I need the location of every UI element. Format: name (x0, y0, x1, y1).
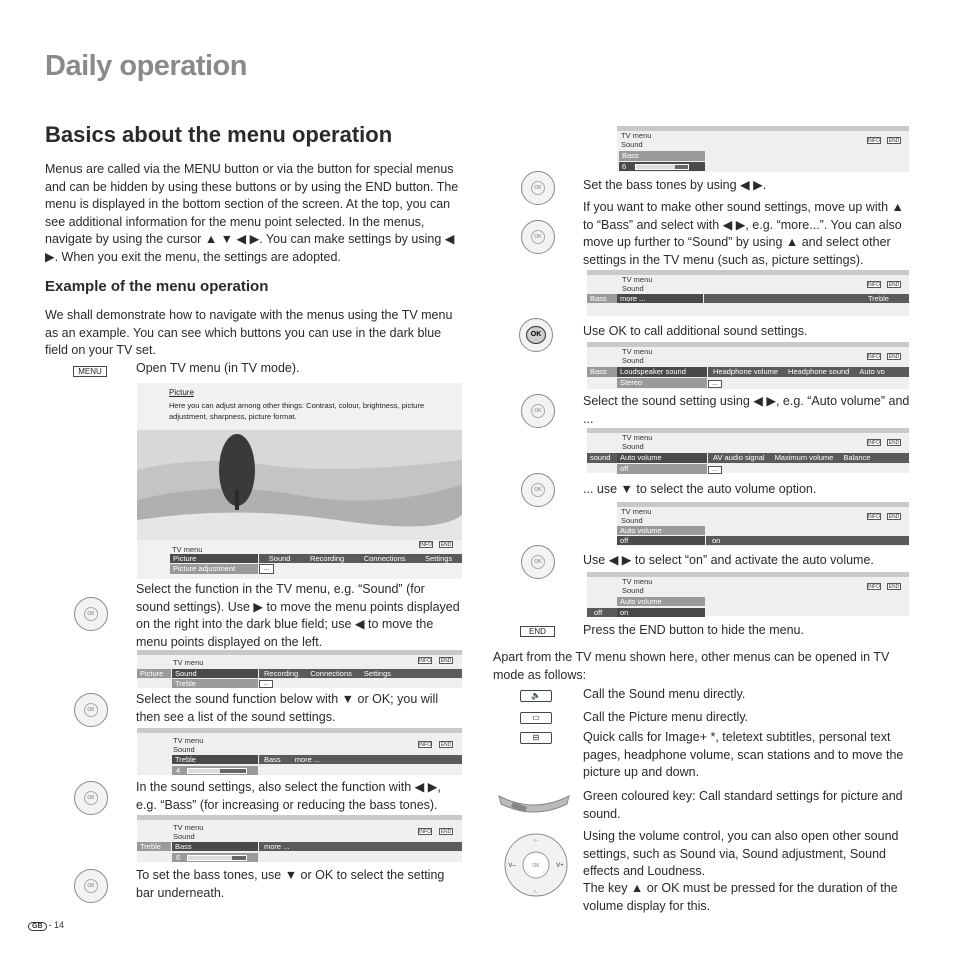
osd-item: Headphone volume (713, 367, 779, 376)
osd-left-item: Picture (137, 669, 171, 678)
osd-item: Bass (264, 755, 281, 764)
step-use-ok: Use OK to call additional sound settings. (583, 324, 808, 338)
step-open-menu: Open TV menu (in TV mode). (136, 361, 300, 375)
osd-selected: off (617, 536, 705, 545)
step-use-down: ... use ▼ to select the auto volume option. (583, 482, 817, 496)
svg-text:OK: OK (532, 863, 540, 869)
end-key: END (520, 626, 555, 637)
osd-menu-items (259, 755, 462, 764)
osd-left-item: Bass (587, 294, 617, 303)
osd-menu-items (259, 669, 462, 678)
osd-item: Sound (268, 554, 291, 563)
osd-menu-items (259, 842, 462, 851)
osd-more: ... (259, 680, 273, 688)
step-bass-tones: To set the bass tones, use ▼ or OK to select the setting bar underneath. (136, 868, 445, 900)
osd-selected: Sound (172, 669, 258, 678)
ok-pad-5: OK (521, 171, 555, 205)
osd-sound: Sound (622, 356, 644, 365)
osd-sub-item: Stereo (617, 378, 707, 388)
other-menus-text: Apart from the TV menu shown here, other menus can be opened in TV mode as follows: (493, 650, 890, 682)
osd-sub-item: Auto volume (617, 526, 705, 535)
osd-menu-items (259, 554, 462, 563)
end-badge: END (440, 829, 452, 835)
osd-value: 6 (176, 853, 181, 862)
osd-right-item (706, 536, 909, 545)
osd-menu-items (708, 453, 909, 463)
step-press-end: Press the END button to hide the menu. (583, 623, 804, 637)
end-badge: END (440, 542, 452, 548)
osd-selected: on (617, 608, 705, 617)
osd-tv-menu: TV menu (173, 736, 204, 745)
info-badge: INFO (419, 742, 431, 748)
osd-r5 (617, 502, 909, 546)
osd-left-item: off (587, 608, 617, 617)
osd-sub-item: Picture adjustment (170, 564, 258, 574)
osd-tv-menu: TV menu (621, 507, 652, 516)
svg-text:P+: P+ (533, 838, 539, 843)
osd-item: on (712, 536, 721, 545)
osd-slider (187, 768, 247, 774)
osd-item: AV audio signal (713, 453, 765, 462)
osd-r6 (587, 572, 909, 616)
osd-sound: Sound (622, 284, 644, 293)
osd-bass (137, 815, 462, 862)
osd-sub-item: Bass (619, 151, 705, 161)
picture-osd-screen (137, 383, 462, 579)
osd-sound: Sound (621, 516, 643, 525)
end-badge: END (888, 138, 900, 144)
ok-pad-2: OK (74, 693, 108, 727)
end-badge: END (888, 440, 900, 446)
osd-tv-menu: TV menu (622, 433, 653, 442)
ok-pad-dark: OK (519, 318, 553, 352)
osd-item: Recording (264, 669, 299, 678)
osd-item: Settings (425, 554, 453, 563)
info-badge: INFO (420, 542, 432, 548)
osd-tv-menu: TV menu (622, 577, 653, 586)
end-badge: END (440, 658, 452, 664)
ok-pad-9: OK (521, 545, 555, 579)
osd-tv-menu: TV menu (622, 275, 653, 284)
osd-r2 (587, 270, 909, 316)
volume-control-icon (503, 832, 569, 898)
ok-pad-6: OK (521, 220, 555, 254)
sound-menu-text: Call the Sound menu directly. (583, 687, 746, 701)
step-more-settings: If you want to make other sound settings, move up with ▲ to “Bass” and select with ◀ ▶, e.g. “more...”. You can also move up further to “Sound” by using ▲ and select other settings in the TV menu (such as, picture settings). (583, 200, 904, 267)
osd-left-item: Treble (137, 842, 171, 851)
step-select-sound: Select the sound function below with ▼ or OK; you will then see a list of the sound settings. (136, 692, 439, 724)
menu-key: MENU (73, 366, 107, 377)
step-set-bass: Set the bass tones by using ◀ ▶. (583, 178, 767, 192)
osd-sound: Sound (173, 832, 195, 841)
osd-menu-items (708, 367, 909, 377)
page-number: - 14 (48, 920, 65, 930)
page-title: Daily operation (45, 50, 247, 82)
osd-sub-item: off (617, 464, 707, 474)
osd-tv-menu: TV menu (173, 658, 204, 667)
osd-item: more ... (264, 842, 290, 851)
osd-item: Headphone sound (788, 367, 850, 376)
osd-right-item: Treble (865, 294, 901, 303)
info-badge: INFO (868, 282, 880, 288)
osd-selected-picture: Picture (170, 554, 258, 563)
osd-tv-menu: TV menu (622, 347, 653, 356)
example-intro: We shall demonstrate how to navigate with the menus using the TV menu as an example. You can see which buttons you can use in the dark blue field on your TV set. (45, 308, 453, 357)
osd-item: Settings (363, 669, 391, 678)
volume-key-text: The key ▲ or OK must be pressed for the duration of the volume display for this. (583, 881, 898, 913)
step-select-setting: Select the sound setting using ◀ ▶, e.g. “Auto volume” and ... (583, 394, 910, 426)
step-use-lr: Use ◀ ▶ to select “on” and activate the auto volume. (583, 553, 874, 567)
picture-menu-button-icon: ▭ (520, 712, 552, 724)
osd-selected: more ... (617, 294, 703, 303)
volume-control-text: Using the volume control, you can also open other sound settings, such as Sound via, Sound adjustment, Sound effects and Loudness. (583, 829, 899, 878)
osd-more: ... (708, 466, 722, 474)
ok-pad-7: OK (521, 394, 555, 428)
osd-selected: Auto volume (617, 453, 707, 463)
end-badge: END (888, 584, 900, 590)
picture-info-desc: Here you can adjust among other things: Contrast, colour, brightness, picture adjustment, sharpness, picture format. (169, 401, 425, 421)
osd-tv-menu: TV menu (173, 823, 204, 832)
osd-sub-item: Auto volume (617, 597, 705, 606)
svg-text:V–: V– (508, 863, 516, 869)
step-sound-settings: In the sound settings, also select the function with ◀ ▶, e.g. “Bass” (for increasing or reducing the bass tones). (136, 780, 441, 812)
osd-sound-selected (137, 650, 462, 688)
picture-menu-text: Call the Picture menu directly. (583, 710, 749, 724)
quick-calls-text: Quick calls for Image+ *, teletext subtitles, personal text pages, headphone volume, scan stations and to move the picture up and down. (583, 730, 904, 779)
osd-item: Auto vo (859, 367, 885, 376)
osd-r3 (587, 342, 909, 389)
info-badge: INFO (868, 138, 880, 144)
osd-sound: Sound (621, 140, 643, 149)
example-title: Example of the menu operation (45, 278, 269, 295)
osd-sub-item: Treble (172, 679, 258, 688)
osd-selected: Loudspeaker sound (617, 367, 707, 377)
osd-sound: Sound (622, 586, 644, 595)
info-badge: INFO (419, 829, 431, 835)
osd-value: 4 (176, 766, 181, 775)
info-badge: INFO (868, 514, 880, 520)
osd-value: 6 (622, 162, 627, 171)
osd-item: Maximum volume (774, 453, 834, 462)
osd-item: Recording (310, 554, 345, 563)
osd-selected: Treble (172, 755, 258, 764)
osd-left-item: sound (587, 453, 617, 463)
info-badge: INFO (868, 584, 880, 590)
osd-r4 (587, 428, 909, 473)
osd-item: Balance (843, 453, 871, 462)
intro-text: Menus are called via the MENU button or via the button for special menus and can be hidden by using these buttons or by using the END button. The menu is displayed in the bottom section of the screen. At the top, you can see additional information for the menu point selected. In the menus, navigate by using the cursor ▲ ▼ ◀ ▶. You can make settings by using ◀ ▶. When you exit the menu, the settings are adopted. (45, 162, 459, 264)
info-badge: INFO (868, 354, 880, 360)
osd-sound: Sound (173, 745, 195, 754)
green-key-text: Green coloured key: Call standard settings for picture and sound. (583, 789, 903, 821)
osd-selected: Bass (172, 842, 258, 851)
osd-left-item: Bass (587, 367, 617, 377)
info-badge: INFO (868, 440, 880, 446)
country-badge: GB (28, 922, 47, 931)
osd-slider (187, 855, 247, 861)
osd-more: ... (259, 564, 274, 574)
end-badge: END (888, 282, 900, 288)
osd-sound: Sound (622, 442, 644, 451)
end-badge: END (888, 354, 900, 360)
end-badge: END (888, 514, 900, 520)
section-title: Basics about the menu operation (45, 122, 393, 147)
ok-pad-3: OK (74, 781, 108, 815)
landscape-image (137, 430, 462, 540)
colour-keys-icon (495, 788, 573, 816)
osd-treble (137, 728, 462, 775)
svg-text:V+: V+ (556, 863, 564, 869)
osd-item: Connections (310, 669, 352, 678)
ok-pad-1: OK (74, 597, 108, 631)
osd-r1 (617, 126, 909, 172)
quick-call-button-icon: ⊟ (520, 732, 552, 744)
osd-tv-menu: TV menu (621, 131, 652, 140)
ok-pad-8: OK (521, 473, 555, 507)
osd-more: ... (708, 380, 722, 388)
end-badge: END (440, 742, 452, 748)
osd-tv-menu-label: TV menu (172, 545, 203, 554)
sound-menu-button-icon: 🔈 (520, 690, 552, 702)
osd-item: Connections (363, 554, 406, 563)
page-footer (28, 920, 64, 931)
osd-item: more ... (294, 755, 321, 764)
svg-text:P–: P– (533, 889, 539, 894)
picture-info-title: Picture (169, 388, 194, 397)
info-badge: INFO (419, 658, 431, 664)
osd-slider (635, 164, 689, 170)
ok-pad-4: OK (74, 869, 108, 903)
step-select-function: Select the function in the TV menu, e.g. “Sound” (for sound settings). Use ▶ to move the menu points displayed on the right into the dark blue field; use ◀ to move the menu points displayed on the left. (136, 582, 460, 649)
